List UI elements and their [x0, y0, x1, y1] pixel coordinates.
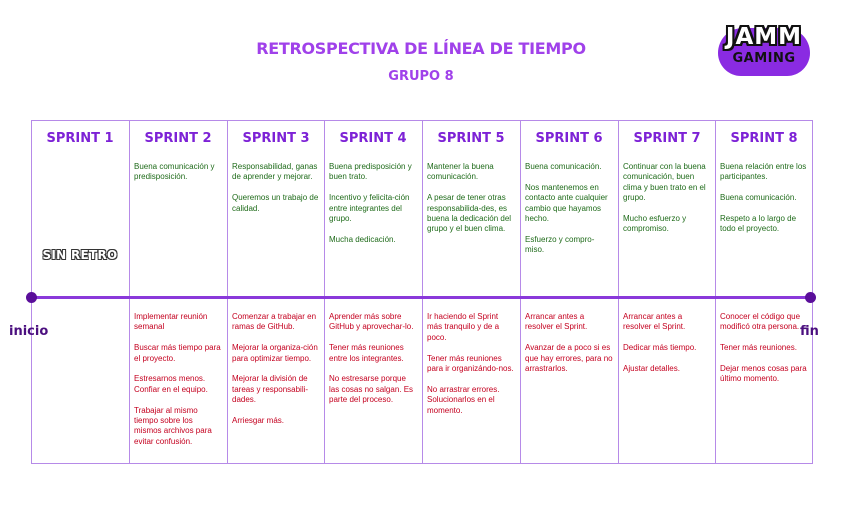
column-divider [618, 120, 619, 464]
positive-note: A pesar de tener otras responsabilida-des, es buena la dedicación del grupo y el buen clima. [427, 193, 512, 234]
improvement-note: Tener más reuniones para ir organizándo-nos. [427, 353, 514, 374]
timeline-line [32, 296, 811, 299]
sprint-header: SPRINT 7 [633, 131, 701, 146]
sprint-improvement-notes [623, 312, 711, 385]
timeline-start-dot [26, 292, 37, 303]
column-divider [715, 120, 716, 464]
positive-note: Mucha dedicación. [329, 234, 396, 244]
positive-note: Esfuerzo y compro-miso. [525, 234, 595, 255]
improvement-note: Trabajar al mismo tiempo sobre los mismos archivos para evitar confusión. [134, 405, 212, 446]
sprint-header: SPRINT 4 [339, 131, 407, 146]
sprint-positive-notes [720, 162, 808, 245]
sprint-improvement-notes [525, 312, 613, 385]
improvement-note: Mejorar la organiza-ción para optimizar tiempo. [232, 343, 318, 363]
sprint-header: SPRINT 8 [730, 131, 798, 146]
sprint-positive-notes [623, 162, 711, 245]
positive-note: Incentivo y felicita-ción entre integrantes del grupo. [329, 193, 410, 224]
improvement-note: Comenzar a trabajar en ramas de GitHub. [232, 312, 317, 332]
positive-note: Mantener la buena comunicación. [427, 162, 494, 182]
sprint-header: SPRINT 5 [437, 131, 505, 146]
improvement-note: Ajustar detalles. [623, 364, 680, 373]
improvement-note: Conocer el código que modificó otra persona. [720, 312, 801, 332]
positive-note: Buena predisposición y buen trato. [329, 162, 412, 182]
sprint-header: SPRINT 6 [535, 131, 603, 146]
sprint-positive-notes [134, 162, 222, 193]
sprint-header: SPRINT 1 [46, 131, 114, 146]
improvement-note: Dedicar más tiempo. [623, 343, 697, 353]
logo-text-top: JAMM [725, 24, 803, 50]
positive-note: Continuar con la buena comunicación, buen clima y buen trato en el grupo. [623, 162, 706, 203]
improvement-note: Tener más reuniones entre los integrantes. [329, 343, 404, 363]
sprint-improvement-notes [329, 312, 417, 416]
sprint-positive-notes [525, 162, 613, 266]
positive-note: Buena relación entre los participantes. [720, 162, 807, 182]
positive-note: Buena comunicación. [720, 193, 797, 203]
sin-retro-label: SIN RETRO [42, 248, 118, 262]
improvement-note: Tener más reuniones. [720, 343, 797, 353]
positive-note: Responsabilidad, ganas de aprender y mejorar. [232, 162, 318, 182]
timeline-end-label: fin [800, 324, 819, 339]
sprint-improvement-notes [427, 312, 515, 426]
improvement-note: Implementar reunión semanal [134, 312, 208, 332]
sprint-positive-notes [427, 162, 515, 245]
sprint-header: SPRINT 3 [242, 131, 310, 146]
positive-note: Nos mantenemos en contacto ante cualquier cambio que hayamos hecho. [525, 182, 608, 224]
timeline-start-label: inicio [9, 324, 49, 339]
improvement-note: Ir haciendo el Sprint más tranquilo y de a poco. [427, 312, 500, 342]
page-title: RETROSPECTIVA DE LÍNEA DE TIEMPO [256, 39, 586, 58]
improvement-note: Mejorar la división de tareas y responsabili-dades. [232, 374, 309, 405]
page-subtitle: GRUPO 8 [388, 69, 454, 84]
sprint-header: SPRINT 2 [144, 131, 212, 146]
improvement-note: No estresarse porque las cosas no salgan. Es parte del proceso. [329, 374, 414, 405]
column-divider [227, 120, 228, 464]
brand-logo [714, 24, 814, 76]
column-divider [324, 120, 325, 464]
timeline-end-dot [805, 292, 816, 303]
improvement-note: Estresarnos menos. Confiar en el equipo. [134, 374, 208, 394]
positive-note: Buena comunicación. [525, 162, 602, 171]
positive-note: Queremos un trabajo de calidad. [232, 193, 319, 213]
column-divider [520, 120, 521, 464]
improvement-note: Aprender más sobre GitHub y aprovechar-lo. [329, 312, 414, 332]
positive-note: Mucho esfuerzo y compromiso. [623, 214, 687, 234]
positive-note: Respeto a lo largo de todo el proyecto. [720, 214, 797, 234]
sprint-positive-notes [329, 162, 417, 256]
sprint-improvement-notes [134, 312, 222, 458]
sprint-positive-notes [232, 162, 320, 224]
improvement-note: No arrastrar errores. Solucionarlos en el momento. [427, 384, 500, 415]
improvement-note: Buscar más tiempo para el proyecto. [134, 343, 221, 363]
column-divider [129, 120, 130, 464]
positive-note: Buena comunicación y predisposición. [134, 162, 215, 182]
improvement-note: Arriesgar más. [232, 416, 285, 426]
column-divider [422, 120, 423, 464]
improvement-note: Arrancar antes a resolver el Sprint. [623, 312, 686, 332]
sprint-improvement-notes [720, 312, 808, 395]
improvement-note: Avanzar de a poco si es que hay errores, para no arrastrarlos. [525, 343, 613, 374]
sprint-improvement-notes [232, 312, 320, 437]
improvement-note: Dejar menos cosas para último momento. [720, 364, 807, 384]
logo-text-bottom: GAMING [732, 51, 796, 66]
improvement-note: Arrancar antes a resolver el Sprint. [525, 312, 588, 332]
